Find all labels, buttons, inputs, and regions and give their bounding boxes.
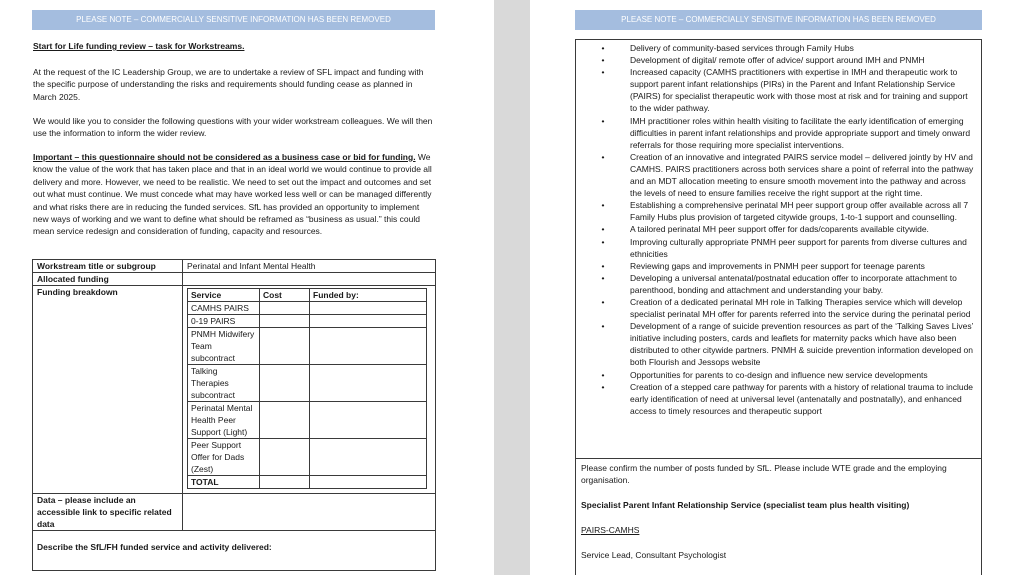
document-page-right [530, 0, 1024, 575]
total-funded-by-cell[interactable] [310, 476, 427, 489]
funded-by-cell[interactable] [310, 328, 427, 365]
funded-by-cell[interactable] [310, 402, 427, 439]
funded-by-cell[interactable] [310, 302, 427, 315]
table-row [33, 531, 436, 571]
list-item-text: Delivery of community-based services through Family Hubs [630, 43, 854, 53]
funded-by-header: Funded by: [310, 289, 427, 302]
data-link-value[interactable] [183, 494, 436, 531]
funding-table [32, 259, 436, 571]
document-page-left [0, 0, 494, 575]
spir-heading: Specialist Parent Infant Relationship Service (specialist team plus health visiting) [581, 500, 910, 510]
total-label: TOTAL [188, 476, 260, 489]
important-paragraph-body: We know the value of the work that has taken place and that in an ideal world we would continue to provide all delivery and more. However, we need to be realistic. We need to set out the impact and outcomes and set out what must continue. We must concede what may have worked less well or can be managed differently and what risks there are in reducing the funded services. SfL has provided an opportunity to implement new ways of working and we want to define what should be reframed as “business as usual.” this could mean service redesign and consideration of funding, capacity and resources. [33, 152, 432, 237]
list-item [576, 320, 981, 368]
funding-breakdown-cell [183, 286, 436, 494]
list-item [576, 42, 981, 54]
breakdown-header-row [188, 289, 427, 302]
bullet-icon: • [601, 43, 605, 53]
bullet-icon: • [601, 381, 605, 392]
service-description-box [575, 39, 982, 575]
list-item [576, 115, 981, 151]
table-row [33, 494, 436, 531]
list-item-text: Reviewing gaps and improvements in PNMH peer support for teenage parents [630, 260, 925, 271]
pairs-camhs-subheading: PAIRS-CAMHS [581, 525, 640, 535]
bullet-icon: • [601, 260, 605, 271]
cost-cell[interactable] [260, 315, 310, 328]
task-heading: Start for Life funding review – task for Workstreams. [33, 41, 245, 51]
cost-cell[interactable] [260, 439, 310, 476]
list-item-text: Increased capacity (CAMHS practitioners with expertise in IMH and therapeutic work to support parent infant relationships (PIRs) in the Parent and Infant Relationship Service (PAIRS) for specialist therapeutic work with those most at risk and for training and support to the wider pathway. [630, 67, 968, 114]
list-item [576, 151, 981, 199]
table-row [188, 315, 427, 328]
important-note: Important – this questionnaire should not be considered as a business case or bid for funding. [33, 152, 416, 162]
list-item [576, 381, 981, 417]
table-row [33, 273, 436, 286]
list-item-text: Development of digital/ remote offer of advice/ support around IMH and PNMH [630, 55, 925, 66]
service-lead-post: Service Lead, Consultant Psychologist [581, 550, 727, 560]
list-item-text: IMH practitioner roles within health visiting to facilitate the early identification of emerging difficulties in parent infant relationships and provide appropriate support and timely onward referrals for those requiring more specialist interventions. [630, 115, 971, 150]
funding-breakdown-label: Funding breakdown [33, 286, 183, 494]
table-row [33, 286, 436, 494]
intro-paragraph: At the request of the IC Leadership Group, we are to undertake a review of SFL impact and funding with the specific purpose of understanding the risks and requirements should funding cease as planned in March 2025. [33, 67, 424, 102]
list-item [576, 260, 981, 272]
sensitivity-banner: PLEASE NOTE – COMMERCIALLY SENSITIVE INFORMATION HAS BEEN REMOVED [575, 10, 982, 30]
data-link-label: Data – please include an accessible link to specific related data [33, 494, 183, 531]
list-item-text: A tailored perinatal MH peer support offer for dads/coparents available citywide. [630, 224, 929, 235]
cost-cell[interactable] [260, 365, 310, 402]
total-row [188, 476, 427, 489]
bullet-icon: • [601, 272, 605, 283]
service-header: Service [188, 289, 260, 302]
table-row [188, 302, 427, 315]
service-name: Peer Support Offer for Dads (Zest) [188, 439, 260, 476]
sensitivity-banner: PLEASE NOTE – COMMERCIALLY SENSITIVE INFORMATION HAS BEEN REMOVED [32, 10, 435, 30]
instructions-paragraph: We would like you to consider the following questions with your wider workstream colleagues. We will then use the information to inform the wider review. [33, 116, 433, 139]
table-row [33, 260, 436, 273]
list-item-text: Establishing a comprehensive perinatal MH peer support group offer available across all 7 Family Hubs plus provision of targeted citywide groups, 1-to-1 support and counselling. [630, 200, 969, 223]
workstream-label: Workstream title or subgroup [33, 260, 183, 273]
list-item [576, 223, 981, 235]
funded-by-cell[interactable] [310, 315, 427, 328]
list-item [576, 199, 981, 223]
table-row [188, 439, 427, 476]
bullet-icon: • [601, 151, 605, 162]
bullet-icon: • [601, 236, 605, 247]
bullet-icon: • [601, 296, 605, 307]
list-item [576, 369, 981, 381]
total-cost-cell[interactable] [260, 476, 310, 489]
service-name: 0-19 PAIRS [188, 315, 260, 328]
list-item [576, 66, 981, 114]
funding-breakdown-table [187, 288, 427, 489]
important-paragraph [33, 151, 435, 238]
list-item-text: Opportunities for parents to co-design and influence new service developments [630, 369, 928, 380]
list-item [576, 54, 981, 66]
allocated-funding-label: Allocated funding [33, 273, 183, 286]
service-name: Perinatal Mental Health Peer Support (Light) [188, 402, 260, 439]
bullet-icon: • [601, 200, 605, 211]
list-item-text: Creation of a dedicated perinatal MH role in Talking Therapies service which will develop specialist perinatal MH offer for parents referred into the service during the perinatal period [630, 296, 971, 320]
list-item-text: Developing a universal antenatal/postnatal education offer to incorporate attachment to parenthood, bonding and attachment and understanding your baby. [630, 272, 957, 295]
service-name: Talking Therapies subcontract [188, 365, 260, 402]
bullet-icon: • [601, 321, 605, 332]
bullet-icon: • [601, 115, 605, 126]
describe-service-label: Describe the SfL/FH funded service and activity delivered: [33, 531, 436, 571]
bullet-icon: • [601, 55, 605, 66]
list-item-text: Creation of an innovative and integrated PAIRS service model – delivered jointly by HV and CAMHS. PAIRS practitioners across both services share a point of referral into the pathway and an MDT allocation meeting to ensure smooth movement into the pathway and across the levels of need to ensure families receive the right support at the right time. [630, 151, 974, 199]
section-divider [576, 458, 981, 459]
table-row [188, 402, 427, 439]
list-item [576, 236, 981, 260]
service-name: CAMHS PAIRS [188, 302, 260, 315]
table-row [188, 328, 427, 365]
list-item [576, 296, 981, 320]
list-item-text: Improving culturally appropriate PNMH peer support for parents from diverse cultures and ethnicities [630, 236, 967, 259]
list-item [576, 272, 981, 296]
posts-question: Please confirm the number of posts funded by SfL. Please include WTE grade and the employing organisation. [581, 463, 947, 486]
list-item-text: Creation of a stepped care pathway for parents with a history of relational trauma to include early identification of need at universal level (antenatally and postnatally), and enhanced access to timely resources and therapeutic support [630, 381, 974, 416]
table-row [188, 365, 427, 402]
bullet-icon: • [601, 369, 605, 380]
cost-cell[interactable] [260, 328, 310, 365]
funded-by-cell[interactable] [310, 365, 427, 402]
funded-by-cell[interactable] [310, 439, 427, 476]
cost-header: Cost [260, 289, 310, 302]
activity-bullet-list [576, 42, 981, 417]
bullet-icon: • [601, 224, 605, 235]
bullet-icon: • [601, 67, 605, 78]
allocated-funding-value[interactable] [183, 273, 436, 286]
cost-cell[interactable] [260, 402, 310, 439]
list-item-text: Development of a range of suicide prevention resources as part of the ‘Talking Saves Lives’ initiative including posters, cards and leaflets for maternity packs which have also been distributed to other citywide partners. PNMH & suicide prevention information developed on both Flourish and Jessops website [630, 321, 974, 368]
cost-cell[interactable] [260, 302, 310, 315]
service-name: PNMH Midwifery Team subcontract [188, 328, 260, 365]
workstream-value[interactable]: Perinatal and Infant Mental Health [183, 260, 436, 273]
